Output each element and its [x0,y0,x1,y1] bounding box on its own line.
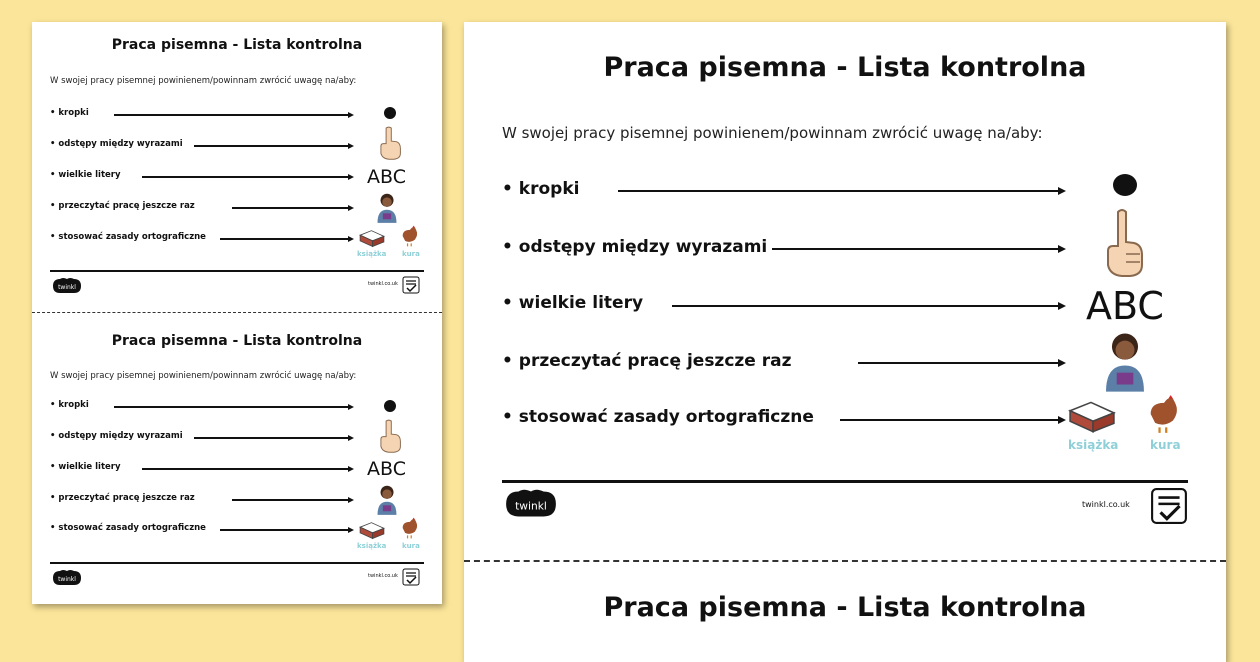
footer-rule [50,562,424,564]
page-title: Praca pisemna - Lista kontrolna [111,37,363,53]
site-url: twinkl.co.uk [368,281,398,287]
arrow [114,114,352,116]
arrow [220,238,352,240]
arrow [672,305,1064,307]
arrow [194,145,352,147]
hen-icon [399,517,421,539]
hen-icon [1144,394,1184,434]
intro-text: W swojej pracy pisemnej powinienem/powinnam zwrócić uwagę na/aby: [50,76,357,86]
caption-book: książka [357,250,387,258]
abc-letters-icon: ABC [367,166,406,188]
site-url: twinkl.co.uk [368,573,398,579]
reading-child-icon [375,192,399,224]
intro-text: W swojej pracy pisemnej powinienem/powinnam zwrócić uwagę na/aby: [502,124,1043,142]
arrow [232,499,352,501]
checklist-item-kropki: • kropki [50,400,89,410]
abc-letters-icon: ABC [1086,284,1164,328]
checklist-item-spelling: • stosować zasady ortograficzne [502,407,814,427]
arrow [142,176,352,178]
arrow [772,248,1064,250]
arrow [858,362,1064,364]
dot-icon [383,399,397,413]
mini-card-top [32,22,442,312]
book-icon [1068,400,1116,432]
checklist-item-kropki: • kropki [50,108,89,118]
reading-child-icon [1100,330,1150,394]
book-icon [359,229,385,247]
dot-icon [383,106,397,120]
checklist-item-spaces: • odstępy między wyrazami [50,139,183,149]
dot-icon [1112,172,1138,198]
reading-child-icon [375,484,399,516]
checklist-item-capitals: • wielkie litery [50,170,121,180]
checklist-item-kropki: • kropki [502,179,580,199]
arrow [142,468,352,470]
worksheet-preview-large [464,22,1226,662]
site-url: twinkl.co.uk [1082,500,1130,509]
checklist-item-spelling: • stosować zasady ortograficzne [50,523,206,533]
checklist-item-reread: • przeczytać pracę jeszcze raz [50,493,195,503]
checklist-item-capitals: • wielkie litery [50,462,121,472]
quality-badge-icon [402,276,420,294]
mini-card-bottom [32,313,442,604]
abc-letters-icon: ABC [367,458,406,480]
checklist-item-reread: • przeczytać pracę jeszcze raz [502,351,792,371]
arrow [194,437,352,439]
svg-text:twinkl: twinkl [58,576,76,583]
worksheet-preview-small [32,22,442,604]
intro-text: W swojej pracy pisemnej powinienem/powinnam zwrócić uwagę na/aby: [50,371,357,381]
quality-badge-icon [402,568,420,586]
checklist-item-spelling: • stosować zasady ortograficzne [50,232,206,242]
hen-icon [399,225,421,247]
page-title-second-card: Praca pisemna - Lista kontrolna [603,592,1087,623]
twinkl-logo [50,569,84,587]
page-title: Praca pisemna - Lista kontrolna [111,333,363,349]
book-icon [359,521,385,539]
arrow [114,406,352,408]
checklist-item-spaces: • odstępy między wyrazami [50,431,183,441]
pointing-finger-icon [1106,208,1146,278]
svg-text:twinkl: twinkl [58,284,76,291]
caption-hen: kura [402,250,420,258]
quality-badge-icon [1150,486,1188,526]
checklist-item-reread: • przeczytać pracę jeszcze raz [50,201,195,211]
caption-book: książka [357,542,387,550]
svg-text:twinkl: twinkl [515,499,547,513]
twinkl-logo [500,488,562,520]
caption-hen: kura [402,542,420,550]
twinkl-logo [50,277,84,295]
pointing-finger-icon [377,126,403,160]
large-card [464,22,1226,552]
pointing-finger-icon [377,419,403,453]
arrow [618,190,1064,192]
checklist-item-spaces: • odstępy między wyrazami [502,237,768,257]
cut-line [464,560,1226,562]
footer-rule [502,480,1188,483]
caption-book: książka [1068,438,1119,452]
arrow [232,207,352,209]
arrow [840,419,1064,421]
arrow [220,529,352,531]
footer-rule [50,270,424,272]
checklist-item-capitals: • wielkie litery [502,293,644,313]
page-title: Praca pisemna - Lista kontrolna [603,52,1087,83]
caption-hen: kura [1150,438,1181,452]
